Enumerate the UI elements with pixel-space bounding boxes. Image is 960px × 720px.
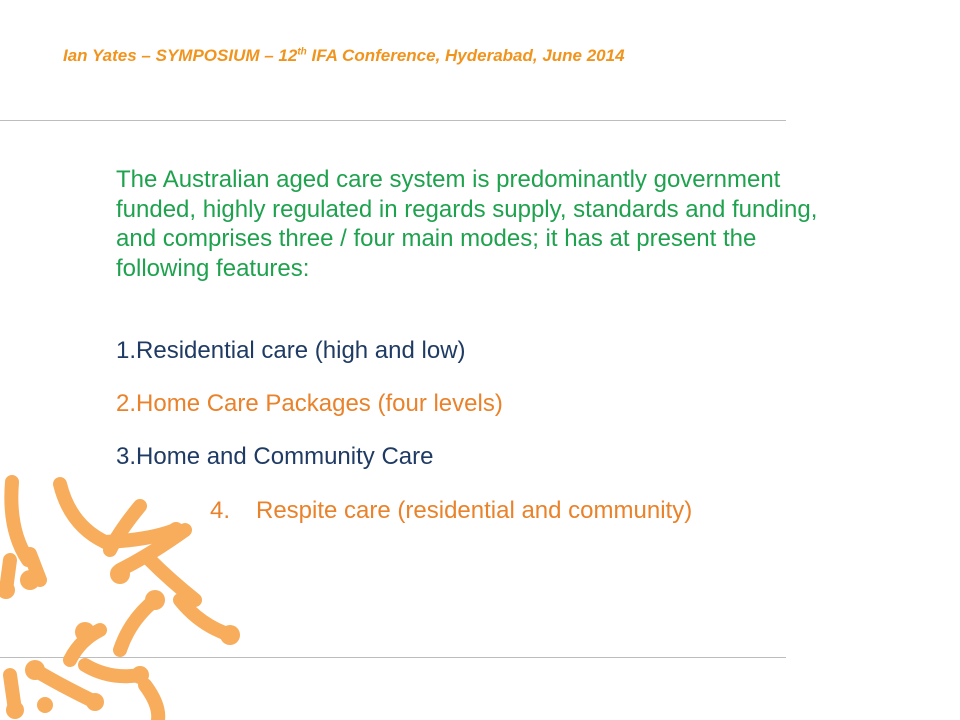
- arc-shape: [11, 482, 28, 560]
- list-item-label: Respite care (residential and community): [256, 497, 693, 524]
- dot-shape: [6, 701, 24, 719]
- dot-shape: [20, 570, 40, 590]
- top-divider: [0, 120, 786, 121]
- dot-shape: [168, 522, 184, 538]
- header-superscript: th: [297, 46, 307, 58]
- slide-header: [63, 46, 625, 66]
- list-item-home-care-packages: 2.Home Care Packages (four levels): [116, 390, 503, 417]
- dot-shape: [37, 697, 53, 713]
- arc-shape: [60, 484, 105, 542]
- decorative-pattern: [0, 470, 240, 720]
- dot-shape: [86, 693, 104, 711]
- dot-shape: [75, 622, 95, 642]
- header-text-after: IFA Conference, Hyderabad, June 2014: [306, 46, 625, 65]
- intro-paragraph: The Australian aged care system is predominantly government funded, highly regulated in regards supply, standards and funding, and comprises three / four main modes; it has at present the following features:: [116, 166, 818, 282]
- dot-shape: [131, 666, 149, 684]
- list-item-home-community-care: 3.Home and Community Care: [116, 443, 434, 470]
- list-item-number: 4.: [210, 497, 231, 524]
- dot-shape: [25, 660, 45, 680]
- list-item-residential-care: 1.Residential care (high and low): [116, 337, 466, 364]
- list-item-respite-care: [210, 496, 692, 526]
- header-text-before: Ian Yates – SYMPOSIUM – 12: [63, 46, 298, 65]
- arc-shape: [145, 685, 158, 720]
- dot-shape: [220, 625, 240, 645]
- dot-shape: [145, 590, 165, 610]
- dot-shape: [110, 564, 130, 584]
